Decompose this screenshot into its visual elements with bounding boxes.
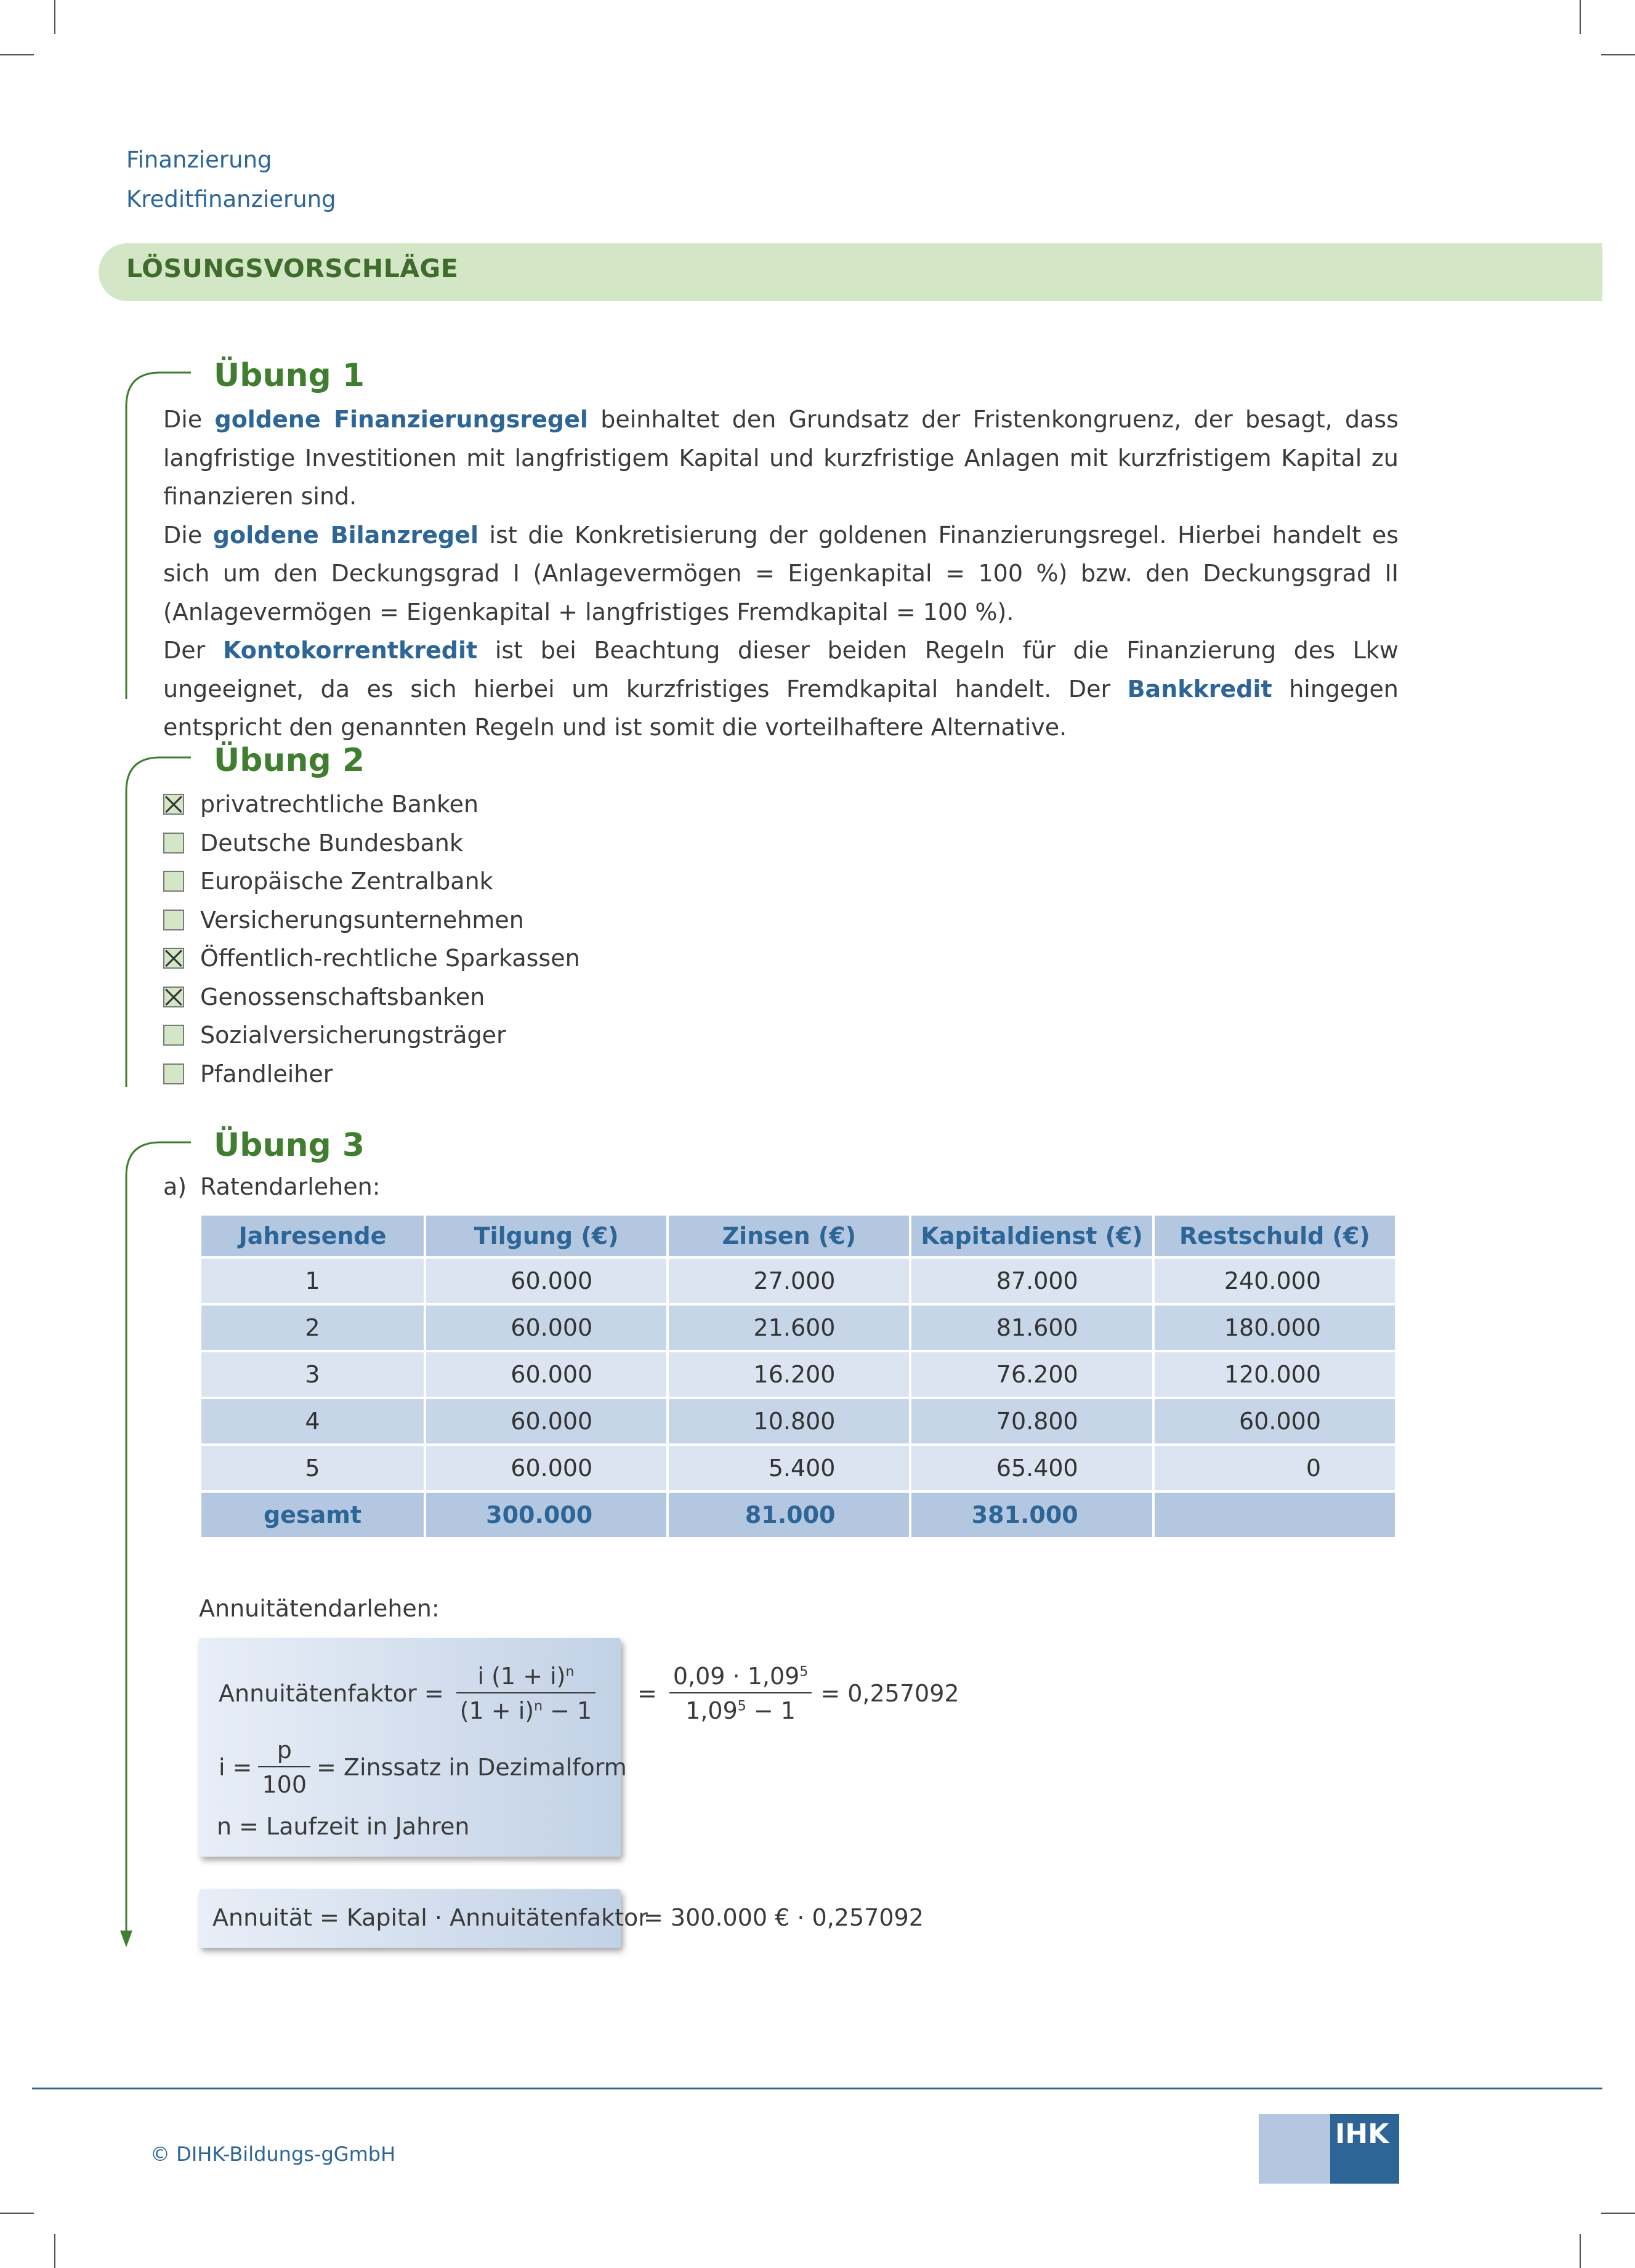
checkbox-label: Europäische Zentralbank	[200, 868, 493, 895]
checkbox-checked[interactable]	[163, 948, 184, 969]
interest-formula	[219, 1737, 627, 1798]
table-cell: 3	[201, 1352, 424, 1397]
checkbox-label: Deutsche Bundesbank	[200, 829, 463, 857]
ihk-logo-text: IHK	[1335, 2118, 1389, 2150]
table-total-row	[201, 1493, 1395, 1537]
column-header: Kapitaldienst (€)	[911, 1216, 1152, 1256]
copyright: © DIHK-Bildungs-gGmbH	[150, 2142, 396, 2166]
checkbox-checked[interactable]	[163, 794, 184, 815]
factor-label: Annuitätenfaktor =	[219, 1680, 444, 1707]
keyword: Bankkredit	[1127, 675, 1272, 703]
annuity-label: Annuitätendarlehen:	[199, 1595, 440, 1622]
factor-formula	[219, 1663, 595, 1724]
checkbox-unchecked[interactable]	[163, 1063, 184, 1084]
table-cell: 0	[1155, 1446, 1395, 1490]
table-cell: 60.000	[1155, 1399, 1395, 1443]
i-description: = Zinssatz in Dezimalform	[317, 1754, 627, 1781]
table-total-cell: 300.000	[426, 1493, 666, 1537]
uebung1-title: Übung 1	[214, 357, 365, 394]
checkbox-label: Genossenschaftsbanken	[200, 983, 485, 1011]
checkbox-option[interactable]	[163, 1016, 506, 1054]
table-cell: 70.800	[911, 1399, 1152, 1443]
table-cell: 10.800	[669, 1399, 909, 1443]
table-cell: 60.000	[426, 1306, 666, 1350]
table-cell: 120.000	[1155, 1352, 1395, 1397]
factor-fraction: $\frac{i (1 + i)^n}{(1 + i)^n - 1}$	[456, 1663, 596, 1724]
table-row	[201, 1399, 1395, 1443]
table-header-row	[201, 1216, 1395, 1256]
checkbox-option[interactable]	[163, 939, 580, 977]
paragraph: Die goldene Finanzierungsregel beinhaltet den Grundsatz der Fristenkongruenz, der besagt, dass langfristige Investitionen mit langfristigem Kapital und kurzfristige Anlagen mit kurzfristigem Kapital zu finanzieren sind.	[163, 406, 1399, 510]
table-row	[201, 1446, 1395, 1490]
breadcrumb-topic: Kreditfinanzierung	[126, 186, 336, 212]
table-row	[201, 1352, 1395, 1397]
column-header: Zinsen (€)	[669, 1216, 909, 1256]
keyword: goldene Finanzierungsregel	[214, 406, 588, 433]
table-cell: 1	[201, 1259, 424, 1303]
footer-divider	[32, 2088, 1602, 2089]
table-cell: 5	[201, 1446, 424, 1490]
equals-sign: =	[637, 1680, 657, 1707]
table-row	[201, 1259, 1395, 1303]
table-cell: 4	[201, 1399, 424, 1443]
table-cell: 81.600	[911, 1306, 1152, 1350]
i-label: i =	[219, 1754, 252, 1781]
table-cell: 2	[201, 1306, 424, 1350]
annuity-formula: Annuität = Kapital · Annuitätenfaktor	[212, 1904, 648, 1931]
table-total-cell: 381.000	[911, 1493, 1152, 1537]
column-header: Tilgung (€)	[426, 1216, 666, 1256]
table-cell: 16.200	[669, 1352, 909, 1397]
checkbox-label: Sozialversicherungsträger	[200, 1022, 506, 1049]
table-row	[201, 1306, 1395, 1350]
checkbox-label: Pfandleiher	[200, 1060, 333, 1088]
table-cell: 5.400	[669, 1446, 909, 1490]
checkbox-unchecked[interactable]	[163, 910, 184, 930]
keyword: Kontokorrentkredit	[222, 637, 478, 664]
column-header: Jahresende	[201, 1216, 424, 1256]
breadcrumb-chapter: Finanzierung	[126, 147, 272, 173]
table-cell: 240.000	[1155, 1259, 1395, 1303]
checkbox-checked[interactable]	[163, 987, 184, 1007]
arrow-down-icon	[120, 1931, 132, 1947]
table-cell: 27.000	[669, 1259, 909, 1303]
checkbox-option[interactable]	[163, 862, 493, 900]
annuity-calculation: = 300.000 € · 0,257092	[644, 1904, 924, 1931]
checkbox-label: Versicherungsunternehmen	[200, 906, 524, 934]
table-total-cell	[1155, 1493, 1395, 1537]
checkbox-option[interactable]	[163, 978, 485, 1016]
checkbox-unchecked[interactable]	[163, 871, 184, 892]
table-total-cell: gesamt	[201, 1493, 424, 1537]
checkbox-option[interactable]	[163, 1055, 333, 1093]
uebung2-title: Übung 2	[214, 742, 365, 779]
keyword: goldene Bilanzregel	[212, 521, 478, 549]
factor-calculation	[637, 1663, 959, 1724]
calc-fraction: $\frac{0,09 \cdot 1,09^5}{1,09^5 - 1}$	[669, 1663, 812, 1724]
i-fraction: $\frac{p}{100}$	[258, 1737, 310, 1798]
table-cell: 76.200	[911, 1352, 1152, 1397]
table-cell: 60.000	[426, 1399, 666, 1443]
checkbox-option[interactable]	[163, 785, 478, 823]
section-band-title: LÖSUNGSVORSCHLÄGE	[126, 254, 459, 283]
table-cell: 65.400	[911, 1446, 1152, 1490]
checkbox-label: Öffentlich-rechtliche Sparkassen	[200, 945, 580, 972]
uebung1-text	[163, 400, 1399, 747]
checkbox-unchecked[interactable]	[163, 833, 184, 854]
repayment-table	[199, 1213, 1397, 1540]
column-header: Restschuld (€)	[1155, 1216, 1395, 1256]
table-cell: 21.600	[669, 1306, 909, 1350]
checkbox-label: privatrechtliche Banken	[200, 791, 479, 818]
checkbox-option[interactable]	[163, 824, 463, 862]
n-description: n = Laufzeit in Jahren	[217, 1813, 470, 1840]
checkbox-unchecked[interactable]	[163, 1025, 184, 1046]
table-total-cell: 81.000	[669, 1493, 909, 1537]
table-cell: 60.000	[426, 1352, 666, 1397]
calc-result: = 0,257092	[820, 1680, 959, 1707]
paragraph: Die goldene Bilanzregel ist die Konkretisierung der goldenen Finanzierungsregel. Hierbei handelt es sich um den Deckungsgrad I (Anlagevermögen = Eigenkapital = 100 %) bzw. den Deckungsgrad II (Anlagevermögen = Eigenkapital + langfristiges Fremdkapital = 100 %).	[163, 521, 1399, 626]
uebung3-title: Übung 3	[214, 1127, 365, 1164]
subtask-label: a)	[163, 1173, 187, 1200]
bracket-uebung3	[126, 1142, 191, 1934]
table-cell: 87.000	[911, 1259, 1152, 1303]
subtask-title: Ratendarlehen:	[200, 1173, 381, 1200]
paragraph: Der Kontokorrentkredit ist bei Beachtung dieser beiden Regeln für die Finanzierung des Lkw ungeeignet, da es sich hierbei um kurzfristiges Fremdkapital handelt. Der Bankkredit hingegen entspricht den genannten Regeln und ist somit die vorteilhaftere Alternative.	[163, 637, 1399, 741]
checkbox-option[interactable]	[163, 901, 524, 939]
table-cell: 60.000	[426, 1259, 666, 1303]
table-cell: 60.000	[426, 1446, 666, 1490]
table-cell: 180.000	[1155, 1306, 1395, 1350]
